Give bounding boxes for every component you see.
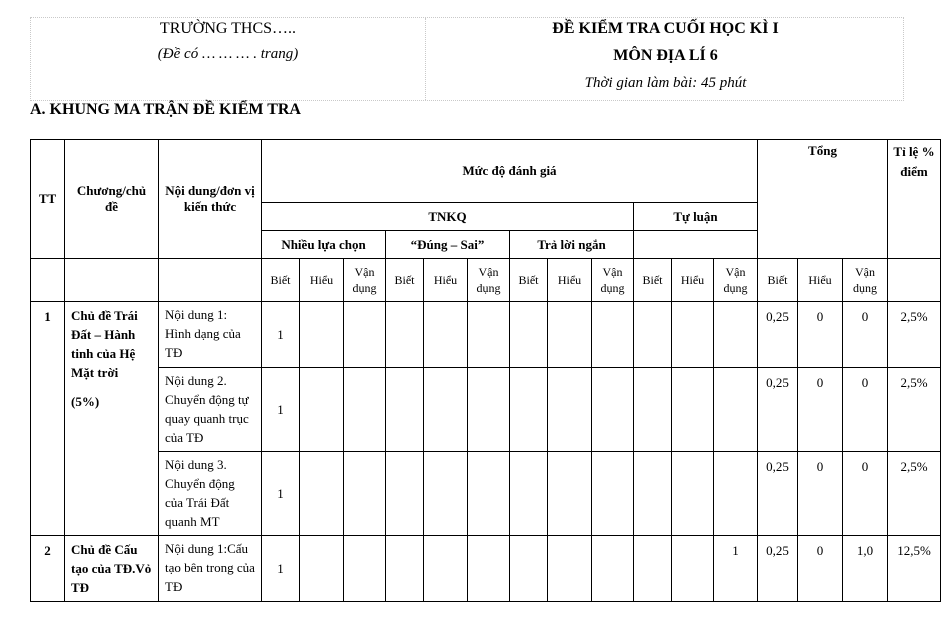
total-vandung-value: 0 (843, 452, 888, 536)
mcq-biet-value: 1 (262, 452, 300, 536)
total-hieu-value: 0 (798, 536, 843, 602)
total-vandung-value: 1,0 (843, 536, 888, 602)
col-topic-header: Chương/chủ đề (65, 140, 159, 259)
table-row (31, 536, 941, 602)
time-limit: Thời gian làm bài: 45 phút (584, 75, 747, 91)
pages-note: (Đề có … … … . trang) (157, 46, 299, 62)
true-false-header: “Đúng – Sai” (386, 231, 510, 259)
content-cell: Nội dung 2. Chuyển động tự quay quanh trục của TĐ (159, 368, 262, 452)
empty-cell (159, 259, 262, 302)
table-row (31, 452, 941, 536)
total-header: Tổng (758, 140, 888, 259)
row-number: 2 (31, 536, 65, 602)
table-row (31, 368, 941, 452)
total-biet-value: 0,25 (758, 368, 798, 452)
exam-matrix-table (30, 139, 941, 602)
empty-cell (31, 259, 65, 302)
header-row-1 (31, 140, 941, 203)
ratio-value: 2,5% (888, 368, 941, 452)
level-vandung: Vận dụng (843, 259, 888, 302)
mcq-biet-value: 1 (262, 302, 300, 368)
empty-cell (65, 259, 159, 302)
essay-vandung-value (714, 452, 758, 536)
subject-title: MÔN ĐỊA LÍ 6 (613, 47, 718, 64)
total-biet-value: 0,25 (758, 452, 798, 536)
level-biet: Biết (758, 259, 798, 302)
ratio-value: 2,5% (888, 452, 941, 536)
essay-header: Tự luận (634, 203, 758, 231)
col-tt-header: TT (31, 140, 65, 259)
level-label-row (31, 259, 941, 302)
level-vandung: Vận dụng (468, 259, 510, 302)
topic-name: Chủ đề Trái Đất – Hành tinh của Hệ Mặt trời (71, 308, 138, 380)
exam-title: ĐỀ KIỂM TRA CUỐI HỌC KÌ I (552, 20, 779, 37)
essay-vandung-value (714, 368, 758, 452)
level-vandung: Vận dụng (344, 259, 386, 302)
level-biet: Biết (262, 259, 300, 302)
short-answer-header: Trả lời ngắn (510, 231, 634, 259)
topic-cell (65, 536, 159, 602)
row-number: 1 (31, 302, 65, 536)
total-hieu-value: 0 (798, 452, 843, 536)
level-hieu: Hiểu (300, 259, 344, 302)
ratio-value: 2,5% (888, 302, 941, 368)
level-header: Mức độ đánh giá (262, 140, 758, 203)
essay-subheader (634, 231, 758, 259)
school-name: TRƯỜNG THCS….. (159, 20, 297, 37)
tnkq-header: TNKQ (262, 203, 634, 231)
total-vandung-value: 0 (843, 302, 888, 368)
level-biet: Biết (386, 259, 424, 302)
topic-name: Chủ đề Cấu tạo của TĐ.Vỏ TĐ (71, 542, 152, 595)
essay-vandung-value: 1 (714, 536, 758, 602)
content-cell: Nội dung 1:Cấu tạo bên trong của TĐ (159, 536, 262, 602)
level-vandung: Vận dụng (714, 259, 758, 302)
total-hieu-value: 0 (798, 368, 843, 452)
section-title: A. KHUNG MA TRẬN ĐỀ KIỂM TRA (30, 101, 301, 118)
total-vandung-value: 0 (843, 368, 888, 452)
mcq-header: Nhiều lựa chọn (262, 231, 386, 259)
level-hieu: Hiểu (672, 259, 714, 302)
topic-percent: (5%) (71, 394, 100, 409)
table-row (31, 302, 941, 368)
empty-cell (888, 259, 941, 302)
total-biet-value: 0,25 (758, 536, 798, 602)
mcq-biet-value: 1 (262, 536, 300, 602)
exam-header (30, 17, 904, 101)
level-biet: Biết (634, 259, 672, 302)
mcq-biet-value: 1 (262, 368, 300, 452)
level-biet: Biết (510, 259, 548, 302)
col-content-header: Nội dung/đơn vị kiến thức (159, 140, 262, 259)
total-biet-value: 0,25 (758, 302, 798, 368)
total-hieu-value: 0 (798, 302, 843, 368)
essay-vandung-value (714, 302, 758, 368)
topic-cell (65, 302, 159, 536)
ratio-header: Tỉ lệ % điểm (888, 140, 941, 259)
level-hieu: Hiểu (798, 259, 843, 302)
content-cell: Nội dung 1: Hình dạng của TĐ (159, 302, 262, 368)
level-hieu: Hiểu (548, 259, 592, 302)
level-hieu: Hiểu (424, 259, 468, 302)
level-vandung: Vận dụng (592, 259, 634, 302)
ratio-value: 12,5% (888, 536, 941, 602)
content-cell: Nội dung 3. Chuyển động của Trái Đất quanh MT (159, 452, 262, 536)
